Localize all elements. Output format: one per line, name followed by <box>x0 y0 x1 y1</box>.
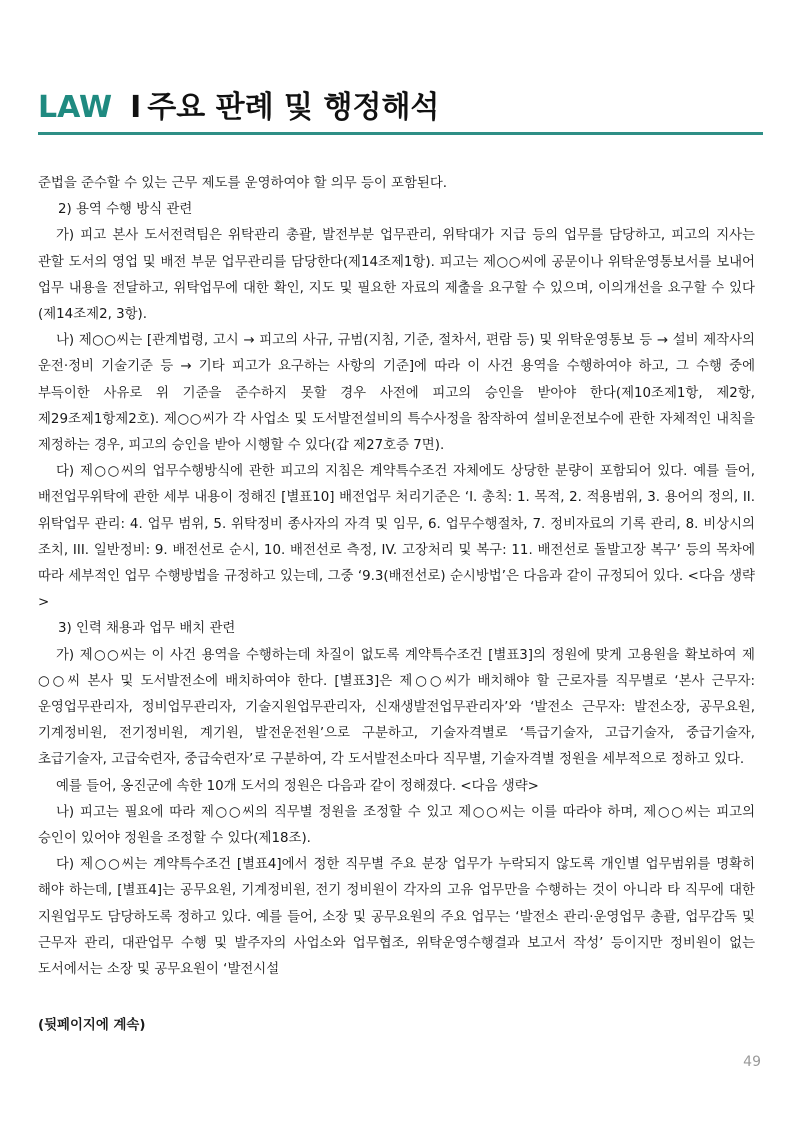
paragraph-ongjin-example: 예를 들어, 옹진군에 속한 10개 도서의 정원은 다음과 같이 정해졌다. <다음 생략> <box>56 778 539 794</box>
paragraph-da-guidelines: 다) 제○○씨의 업무수행방식에 관한 피고의 지침은 계약특수조건 자체에도 상당한 분량이 포함되어 있다. 예를 들어, 배전업무위탁에 관한 세부 내용이 정해진 [별표10] 배전업무 처리기준은 ‘I. 총칙: 1. 목적, 2. 적용범위, 3. 용어의 정의, II. 위탁업무 관리: 4. 업무 범위, 5. 위탁정비 종사자의 자격 및 임무, 6. 업무수행절차, 7. 정비자료의 기록 관리, 8. 비상시의 조치, III. 일반정비: 9. 배전선로 순시, 10. 배전선로 측정, IV. 고장처리 및 복구: 11. 배전선로 돌발고장 복구’ 등의 목차에 따라 세부적인 업무 수행방법을 규정하고 있는데, 그중 ‘9.3(배전선로) 순시방법’은 다음과 같이 규정되어 있다. <다음 생략> <box>38 464 755 611</box>
heading-separator: I <box>130 90 142 125</box>
document-body <box>38 171 755 983</box>
paragraph-ga-headquarters: 가) 피고 본사 도서전력팀은 위탁관리 총괄, 발전부분 업무관리, 위탁대가 지급 등의 업무를 담당하고, 피고의 지사는 관할 도서의 영업 및 배전 부문 업무관리를 담당한다(제14조제1항). 피고는 제○○씨에 공문이나 위탁운영통보서를 보내어 업무 내용을 전달하고, 위탁업무에 대한 확인, 지도 및 필요한 자료의 제출을 요구할 수 있으며, 이의개선을 요구할 수 있다(제14조제2, 3항). <box>38 228 755 323</box>
paragraph-da-duties: 다) 제○○씨는 계약특수조건 [별표4]에서 정한 직무별 주요 분장 업무가 누락되지 않도록 개인별 업무범위를 명확히 해야 하는데, [별표4]는 공무요원, 기계정비원, 전기 정비원이 각자의 고유 업무만을 수행하는 것이 아니라 타 직무에 대한 지원업무도 담당하도록 정하고 있다. 예를 들어, 소장 및 공무요원의 주요 업무는 ‘발전소 관리·운영업무 총괄, 업무감독 및 근무자 관리, 대관업무 수행 및 발주자의 사업소와 업무협조, 위탁운영수행결과 보고서 작성’ 등이지만 정비원이 없는 도서에서는 소장 및 공무요원이 ‘발전시설 <box>38 857 755 978</box>
paragraph-ga-staffing: 가) 제○○씨는 이 사건 용역을 수행하는데 차질이 없도록 계약특수조건 [별표3]의 정원에 맞게 고용원을 확보하여 제○○씨 본사 및 도서발전소에 배치하여야 한다. [별표3]은 제○○씨가 배치해야 할 근로자를 직무별로 ‘본사 근무자: 운영업무관리자, 정비업무관리자, 기술지원업무관리자, 신재생발전업무관리자’와 ‘발전소 근무자: 발전소장, 공무요원, 기계정비원, 전기정비원, 계기원, 발전운전원’으로 구분하고, 기술자격별로 ‘특급기술자, 고급기술자, 중급기술자, 초급기술자, 고급숙련자, 중급숙련자’로 구분하여, 각 도서발전소마다 직무별, 기술자격별 정원을 세부적으로 정하고 있다. <box>38 647 755 768</box>
section-title: 주요 판례 및 행정해석 <box>147 90 440 125</box>
section-heading <box>38 88 439 128</box>
subsection-heading-staffing: 3) 인력 채용과 업무 배치 관련 <box>58 621 236 637</box>
continued-next-page-note: (뒷페이지에 계속) <box>38 1018 146 1033</box>
header-divider <box>38 132 763 135</box>
paragraph-na-adjustment: 나) 피고는 필요에 따라 제○○씨의 직무별 정원을 조정할 수 있고 제○○씨는 이를 따라야 하며, 제○○씨는 피고의 승인이 있어야 정원을 조정할 수 있다(제18조). <box>38 804 755 847</box>
page-header <box>38 88 763 132</box>
subsection-heading-service-method: 2) 용역 수행 방식 관련 <box>58 202 193 218</box>
paragraph-na-standards: 나) 제○○씨는 [관계법령, 고시 → 피고의 사규, 규범(지침, 기준, 절차서, 편람 등) 및 위탁운영통보 등 → 설비 제작사의 운전·정비 기술기준 등 → 기타 피고가 요구하는 사항의 기준]에 따라 이 사건 용역을 수행하여야 하고, 그 수행 중에 부득이한 사유로 위 기준을 준수하지 못할 경우 사전에 피고의 승인을 받아야 한다(제10조제1항, 제2항, 제29조제1항제2호). 제○○씨가 각 사업소 및 도서발전설비의 특수사정을 참작하여 설비운전보수에 관한 자체적인 내칙을 제정하는 경우, 피고의 승인을 받아 시행할 수 있다(갑 제27호증 7면). <box>38 333 755 454</box>
page-number: 49 <box>743 1054 761 1070</box>
section-brand-label: LAW <box>38 90 113 125</box>
paragraph-continuation: 준법을 준수할 수 있는 근무 제도를 운영하여야 할 의무 등이 포함된다. <box>38 176 448 191</box>
